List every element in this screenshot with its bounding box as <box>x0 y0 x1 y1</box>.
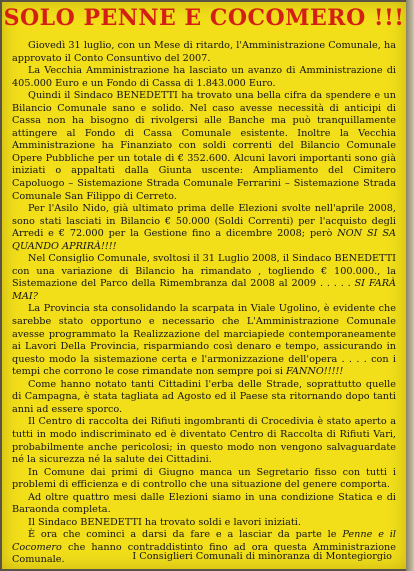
paragraph-text: Per l'Asilo Nido, già ultimato prima delle Elezioni svolte nell'aprile 2008, sono stati lasciati in Bilancio € 50.000 (Soldi Correnti) per l'acquisto degli Arredi e € 72.000 per la Gestione fino a dicembre 2008; però <box>12 203 396 240</box>
emphasis-text: NON SI SA QUANDO APRIRÀ!!!! <box>12 228 397 252</box>
paragraph-text: In Comune dai primi di Giugno manca un Segretario fisso con tutti i problemi di efficienza e di controllo che una situazione del genere comporta. <box>12 466 396 491</box>
paragraph <box>12 90 396 203</box>
paragraph-text: Nel Consiglio Comunale, svoltosi il 31 Luglio 2008, il Sindaco BENEDETTI con una variazione di Bilancio ha rimandato , togliendo € 100.000., la Sistemazione del Parco della Rimembranza dal 2008 al 2009 . . . . . <box>12 253 396 290</box>
paragraph <box>12 303 396 378</box>
paragraph <box>12 203 396 253</box>
paragraph-text: La Provincia sta consolidando la scarpata in Viale Ugolino, è evidente che sarebbe stato opportuno e necessario che L'Amministrazione Comunale avesse programmato la Realizzazione del marciapiede contemporaneamente ai Lavori Della Provincia, risparmiando così denaro e tempo, assicurando in questo modo la sistemazione certa e l'armonizzazione dell'opera . . . . con i tempi che corrono le cose rimandate non sempre poi si <box>12 303 396 378</box>
paragraph-text: Il Sindaco BENEDETTI ha trovato soldi e lavori iniziati. <box>28 516 301 528</box>
paragraph-text: La Vecchia Amministrazione ha lasciato un avanzo di Amministrazione di 405.000 Euro e un Fondo di Cassa di 1.843.000 Euro. <box>12 65 396 89</box>
poster-body <box>12 40 396 567</box>
emphasis-text: FANNO!!!!! <box>282 366 344 378</box>
emphasis-text: Penne e il Cocomero <box>12 529 396 553</box>
paragraph <box>12 517 396 530</box>
paragraph-text: Quindi il Sindaco BENEDETTI ha trovato una bella cifra da spendere e un Bilancio Comunale sano e solido. Nel caso avesse necessità di anticipi di Cassa non ha bisogno di rivolgersi alle Banche ma può tranquillamente attingere al Fondo di Cassa Comunale esistente. Inoltre la Vecchia Amministrazione ha Finanziato con soldi correnti del Bilancio Comunale Opere Pubbliche per un totale di € 352.600. Alcuni lavori importanti sono già iniziati o appaltati dalla Giunta uscente: Ampliamento del Cimitero Capoluogo – Sistemazione Strada Comunale Ferrarini – Sistemazione Strada Comunale San Filippo di Cerreto. <box>12 90 396 202</box>
signature: I Consiglieri Comunali di minoranza di Montegiorgio <box>132 551 392 562</box>
paragraph-text: Il Centro di raccolta dei Rifiuti ingombranti di Crocedivia è stato aperto a tutti in modo indiscriminato ed è diventato Centro di Raccolta di Rifiuti Vari, probabilmente anche pericolosi; in questo modo non vengono salvaguardate né la sicurezza né la salute dei Cittadini. <box>12 416 396 466</box>
wall-edge <box>406 0 414 571</box>
poster <box>2 2 406 569</box>
paragraph-tail: che hanno contraddistinto fino ad ora questa Amministrazione Comunale. <box>12 541 396 566</box>
paragraph-text: È ora che cominci a darsi da fare e a lasciar da parte le <box>28 529 337 541</box>
paragraph <box>12 379 396 417</box>
paragraph <box>12 40 396 65</box>
paragraph <box>12 467 396 492</box>
emphasis-text: SI FARÀ MAI? <box>12 278 396 302</box>
paragraph-text: Giovedì 31 luglio, con un Mese di ritardo, l'Amministrazione Comunale, ha approvato il Conto Consuntivo del 2007. <box>12 40 396 64</box>
paragraph <box>12 253 396 303</box>
paragraph <box>12 65 396 90</box>
paragraph-text: Ad oltre quattro mesi dalle Elezioni siamo in una condizione Statica e di Baraonda completa. <box>12 491 396 516</box>
paragraph <box>12 492 396 517</box>
poster-title: SOLO PENNE E COCOMERO !!! <box>3 5 405 31</box>
paragraph-text: Come hanno notato tanti Cittadini l'erba delle Strade, soprattutto quelle di Campagna, è stata tagliata ad Agosto ed il Paese sta ritornando dopo tanti anni ad essere sporco. <box>12 378 396 415</box>
paragraph <box>12 416 396 466</box>
